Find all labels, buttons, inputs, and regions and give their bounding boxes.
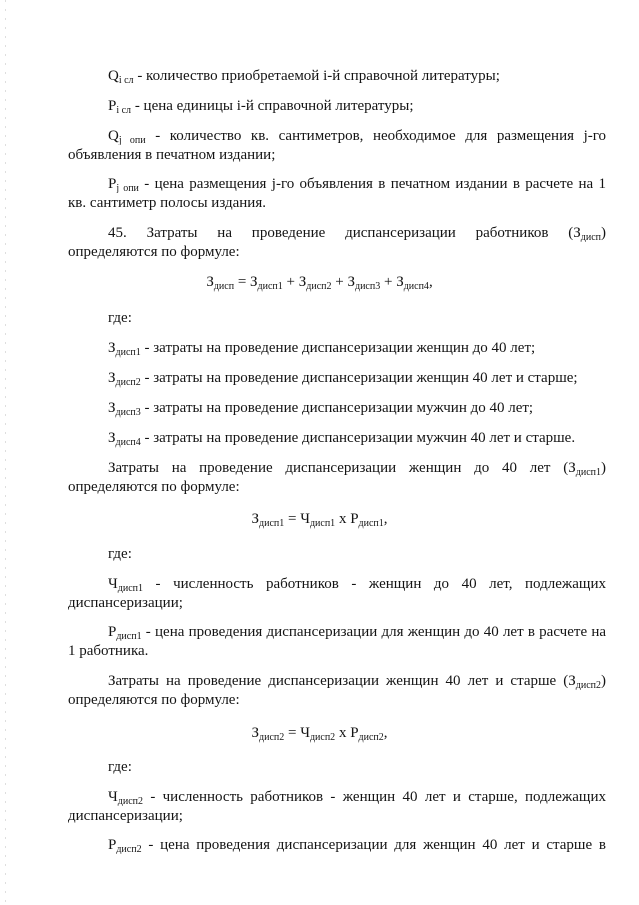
definition-text: - численность работников - женщин до 40 лет, подлежащих	[155, 576, 606, 592]
symbol: Р	[108, 624, 117, 640]
subscript: j опи	[118, 135, 146, 145]
formula-women-under40	[0, 510, 639, 528]
formula-operator: +	[282, 274, 299, 290]
subscript: дисп1	[117, 583, 143, 593]
intro-text: Затраты на проведение диспансеризации женщин до 40 лет (З	[108, 460, 576, 476]
subscript: дисп1	[309, 518, 336, 529]
subscript: дисп2	[358, 732, 384, 743]
formula-operator: =	[234, 274, 251, 290]
subscript: дисп2	[306, 281, 332, 292]
definition-text: - затраты на проведение диспансеризации мужчин 40 лет и старше.	[144, 430, 576, 446]
definition-text: - цена проведения диспансеризации для женщин 40 лет и старше в	[148, 837, 606, 853]
formula-symbol: З	[250, 274, 258, 290]
definition-text: - количество кв. сантиметров, необходимое для размещения j-го	[155, 128, 606, 144]
formula-women-40plus	[0, 724, 639, 742]
formula-operator: +	[380, 274, 397, 290]
item-45-heading	[108, 224, 606, 242]
symbol: Ч	[108, 576, 118, 592]
symbol: P	[108, 176, 117, 192]
where-label: где:	[108, 759, 132, 775]
item-45-text: 45. Затраты на проведение диспансеризации работников (З	[108, 225, 581, 241]
subscript: дисп1	[116, 631, 142, 641]
subscript: i сл	[118, 75, 134, 86]
formula-punctuation: ,	[383, 511, 388, 527]
definition-ch-disp2	[108, 788, 606, 806]
closing-paren: )	[601, 673, 606, 689]
subscript: дисп3	[115, 407, 141, 418]
definition-p-disp1	[108, 623, 606, 641]
symbol: Ч	[108, 789, 118, 805]
component-definition	[108, 339, 535, 357]
intro-text: Затраты на проведение диспансеризации женщин 40 лет и старше (З	[108, 673, 576, 689]
where-label: где:	[108, 310, 132, 326]
symbol: P	[108, 98, 117, 114]
subscript: дисп2	[575, 680, 601, 690]
component-definition	[108, 429, 575, 447]
closing-paren: )	[601, 225, 606, 241]
definition-text: - количество приобретаемой i-й справочной литературы;	[137, 68, 500, 84]
definition-text: - цена размещения j-го объявления в печатном издании в расчете на 1	[144, 176, 606, 192]
formula-symbol: З	[251, 725, 259, 741]
formula-symbol: З	[347, 274, 355, 290]
formula-symbol: Ч	[300, 725, 310, 741]
subscript: дисп2	[309, 732, 336, 743]
symbol: Р	[108, 837, 117, 853]
definition-p-sl	[108, 97, 414, 115]
subscript: дисп1	[257, 281, 283, 292]
women-40plus-intro	[108, 672, 606, 690]
formula-main	[0, 273, 639, 291]
closing-paren: )	[601, 460, 606, 476]
subscript: j опи	[116, 183, 139, 193]
formula-symbol: З	[206, 274, 214, 290]
definition-text: - затраты на проведение диспансеризации мужчин до 40 лет;	[144, 400, 534, 416]
formula-operator: x	[335, 725, 351, 741]
formula-symbol: Р	[350, 725, 359, 741]
subscript: дисп1	[259, 518, 285, 529]
subscript: дисп	[580, 232, 601, 242]
formula-punctuation: ,	[383, 725, 388, 741]
subscript: дисп2	[116, 844, 142, 854]
definition-ch-disp2-cont: диспансеризации;	[68, 808, 183, 824]
symbol: Q	[108, 68, 119, 84]
formula-operator: =	[284, 511, 301, 527]
women-40plus-formula-intro: определяются по формуле:	[68, 692, 240, 708]
component-definition	[108, 399, 533, 417]
scan-edge-artifact	[5, 0, 6, 905]
definition-p-disp2	[108, 836, 606, 854]
formula-symbol: З	[251, 511, 259, 527]
symbol: З	[108, 340, 116, 356]
subscript: дисп2	[259, 732, 285, 743]
symbol: Q	[108, 128, 119, 144]
formula-symbol: З	[396, 274, 404, 290]
subscript: дисп	[213, 281, 235, 292]
formula-operator: x	[335, 511, 351, 527]
definition-text: - затраты на проведение диспансеризации женщин 40 лет и старше;	[144, 370, 578, 386]
formula-symbol: З	[298, 274, 307, 290]
definition-p-opi-cont: кв. сантиметр полосы издания.	[68, 195, 266, 211]
definition-q-opi-cont: объявления в печатном издании;	[68, 147, 276, 163]
women-under40-intro	[108, 459, 606, 477]
subscript: i сл	[116, 105, 132, 116]
definition-q-opi	[108, 127, 606, 145]
definition-q-sl	[108, 67, 500, 85]
subscript: дисп4	[115, 437, 141, 448]
definition-text: - цена единицы i-й справочной литературы;	[134, 98, 414, 114]
where-label: где:	[108, 546, 132, 562]
symbol: З	[108, 400, 116, 416]
formula-punctuation: ,	[428, 274, 433, 290]
definition-text: - затраты на проведение диспансеризации женщин до 40 лет;	[144, 340, 536, 356]
component-definition	[108, 369, 578, 387]
definition-p-disp1-cont: 1 работника.	[68, 643, 149, 659]
subscript: дисп4	[403, 281, 429, 292]
definition-text: - цена проведения диспансеризации для женщин до 40 лет в расчете на	[145, 624, 606, 640]
symbol: З	[108, 430, 116, 446]
definition-text: - численность работников - женщин 40 лет и старше, подлежащих	[150, 789, 606, 805]
formula-operator: =	[284, 725, 301, 741]
subscript: дисп3	[354, 281, 381, 292]
symbol: З	[108, 370, 116, 386]
formula-symbol: Ч	[300, 511, 310, 527]
item-45-formula-intro: определяются по формуле:	[68, 244, 240, 260]
subscript: дисп2	[115, 377, 141, 388]
definition-ch-disp1-cont: диспансеризации;	[68, 595, 183, 611]
formula-operator: +	[331, 274, 348, 290]
subscript: дисп2	[117, 796, 143, 806]
women-under40-formula-intro: определяются по формуле:	[68, 479, 240, 495]
subscript: дисп1	[575, 467, 601, 477]
definition-p-opi	[108, 175, 606, 193]
formula-symbol: Р	[350, 511, 359, 527]
subscript: дисп1	[358, 518, 384, 529]
subscript: дисп1	[115, 347, 141, 358]
definition-ch-disp1	[108, 575, 606, 593]
